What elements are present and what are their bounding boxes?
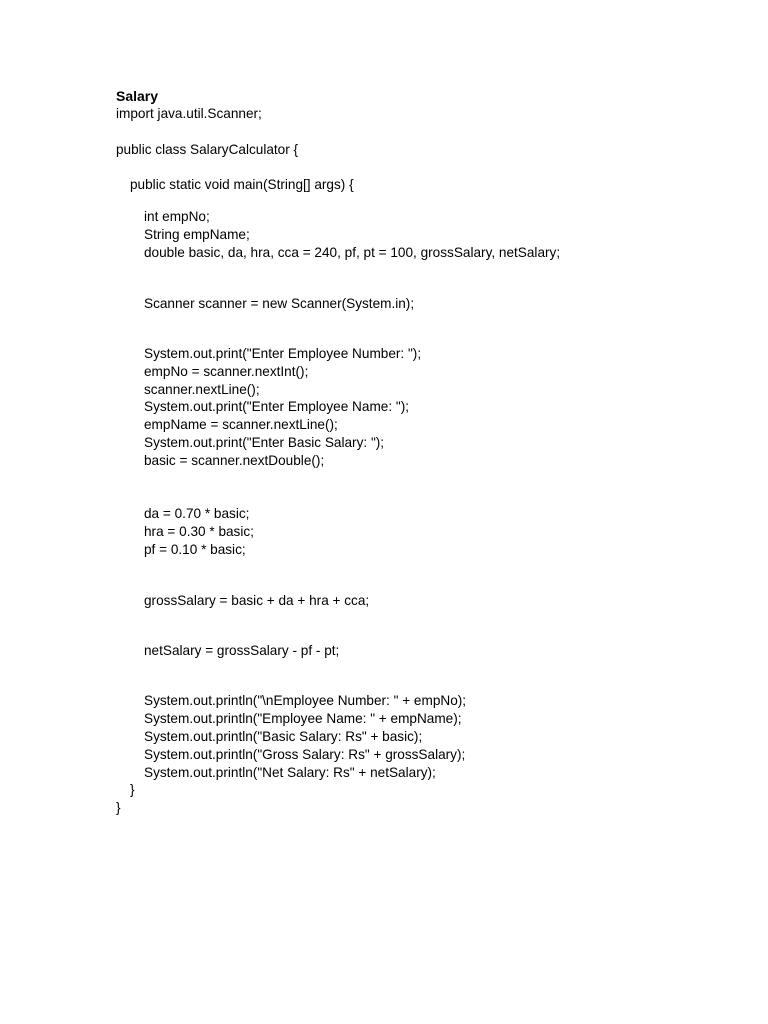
code-line-print-empname: System.out.println("Employee Name: " + empName); (144, 711, 462, 726)
code-line-empno-declaration: int empNo; (144, 209, 210, 224)
code-line-hra-calc: hra = 0.30 * basic; (144, 524, 254, 539)
code-line-pf-calc: pf = 0.10 * basic; (144, 542, 246, 557)
code-line-da-calc: da = 0.70 * basic; (144, 506, 250, 521)
code-line-gross-calc: grossSalary = basic + da + hra + cca; (144, 593, 370, 608)
code-line-close-method: } (130, 782, 135, 797)
code-line-print-net: System.out.println("Net Salary: Rs" + netSalary); (144, 765, 436, 780)
code-line-class-declaration: public class SalaryCalculator { (116, 142, 299, 157)
code-line-double-declaration: double basic, da, hra, cca = 240, pf, pt = 100, grossSalary, netSalary; (144, 245, 561, 260)
code-line-empname-declaration: String empName; (144, 227, 250, 242)
code-line-import: import java.util.Scanner; (116, 106, 262, 121)
code-line-scanner-init: Scanner scanner = new Scanner(System.in); (144, 296, 415, 311)
code-line-consume-newline: scanner.nextLine(); (144, 382, 260, 397)
code-line-read-empno: empNo = scanner.nextInt(); (144, 364, 309, 379)
code-line-print-empno: System.out.println("\nEmployee Number: " + empNo); (144, 693, 467, 708)
code-line-prompt-empno: System.out.print("Enter Employee Number: "); (144, 346, 422, 361)
code-line-close-class: } (116, 800, 121, 815)
code-line-main-method: public static void main(String[] args) { (130, 177, 354, 192)
code-line-print-basic: System.out.println("Basic Salary: Rs" + basic); (144, 729, 423, 744)
code-line-prompt-empname: System.out.print("Enter Employee Name: "); (144, 399, 410, 414)
code-line-prompt-basic: System.out.print("Enter Basic Salary: "); (144, 435, 385, 450)
code-line-print-gross: System.out.println("Gross Salary: Rs" + grossSalary); (144, 747, 466, 762)
code-line-net-calc: netSalary = grossSalary - pf - pt; (144, 643, 340, 658)
code-line-read-empname: empName = scanner.nextLine(); (144, 417, 338, 432)
code-line-read-basic: basic = scanner.nextDouble(); (144, 453, 325, 468)
document-title: Salary (116, 88, 159, 104)
